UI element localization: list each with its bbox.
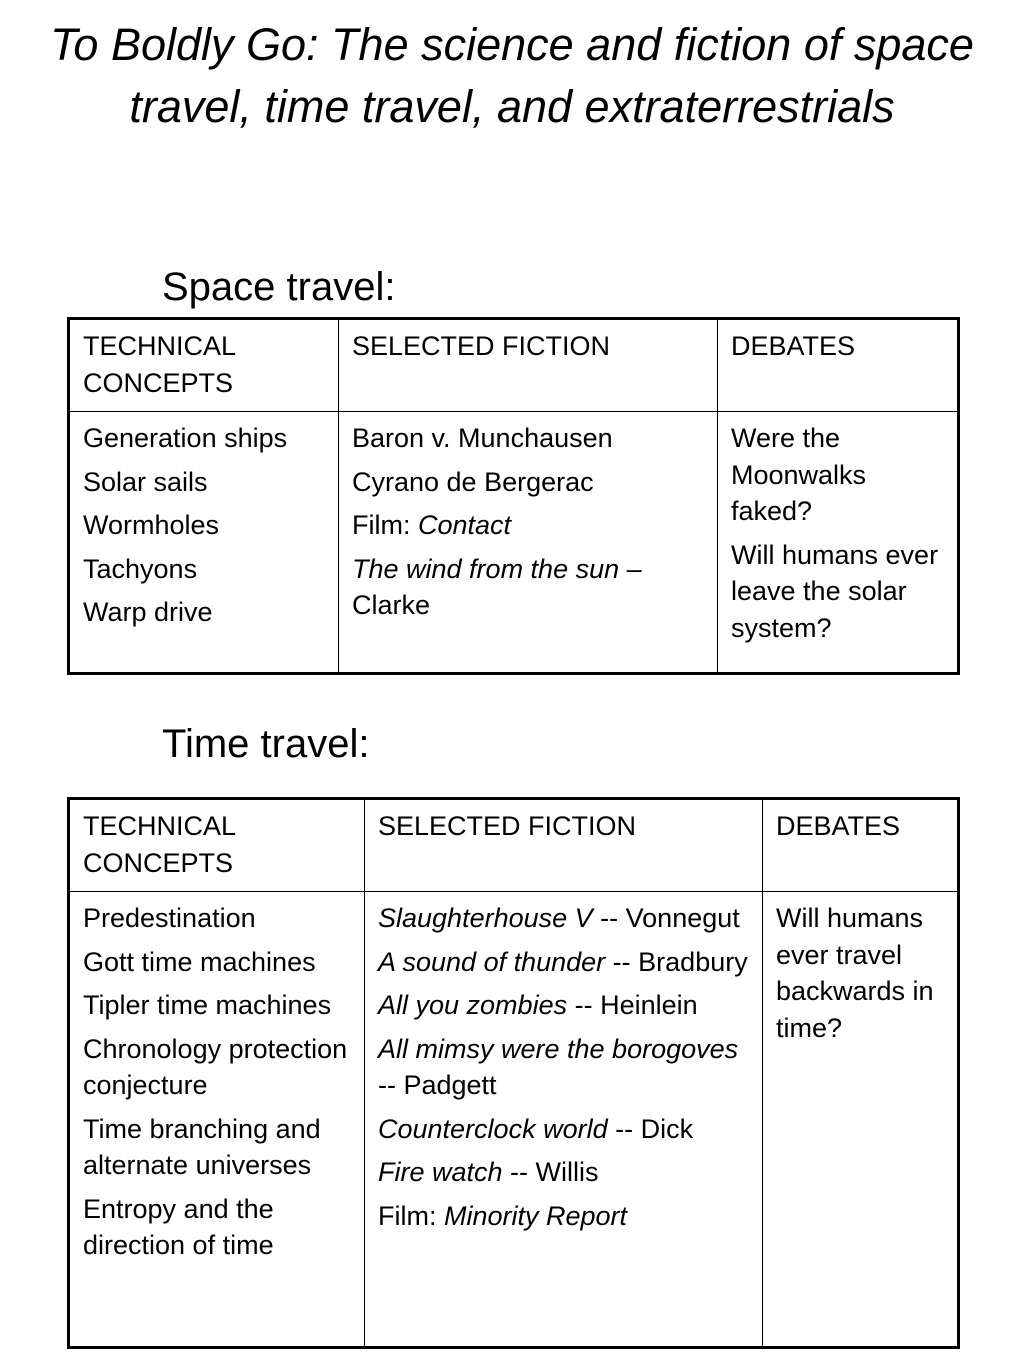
list-item: Gott time machines — [83, 946, 316, 977]
space-travel-table — [67, 317, 960, 675]
header-selected-fiction: SELECTED FICTION — [339, 319, 718, 412]
table-row — [69, 892, 959, 1348]
table-header-row — [69, 319, 959, 412]
space-debates-cell — [718, 412, 959, 674]
fiction-item: Counterclock world -- Dick — [378, 1113, 694, 1144]
time-travel-heading: Time travel: — [162, 722, 370, 766]
list-item: Generation ships — [83, 423, 288, 453]
fiction-item: All mimsy were the borogoves -- Padgett — [378, 1033, 739, 1100]
fiction-item: Film: Minority Report — [378, 1200, 628, 1231]
list-item: Time branching and alternate universes — [83, 1113, 321, 1180]
header-selected-fiction: SELECTED FICTION — [365, 799, 763, 892]
list-item: Tachyons — [83, 553, 198, 584]
space-concepts-cell — [69, 412, 339, 674]
list-item: Entropy and the direction of time — [83, 1193, 274, 1260]
list-item: Will humans ever leave the solar system? — [731, 539, 939, 643]
list-item: Solar sails — [83, 466, 208, 497]
list-item: Warp drive — [83, 597, 213, 627]
list-item: Chronology protection conjecture — [83, 1033, 348, 1100]
time-travel-table — [67, 797, 960, 1349]
fiction-item: All you zombies -- Heinlein — [378, 990, 698, 1020]
fiction-item: Cyrano de Bergerac — [352, 466, 594, 497]
table-row — [69, 412, 959, 674]
fiction-item: Baron v. Munchausen — [352, 423, 613, 453]
list-item: Wormholes — [83, 510, 220, 540]
header-debates: DEBATES — [763, 799, 959, 892]
header-technical-concepts: TECHNICAL CONCEPTS — [69, 799, 365, 892]
fiction-item: Film: Contact — [352, 510, 512, 540]
fiction-item: Fire watch -- Willis — [378, 1157, 599, 1187]
list-item: Predestination — [83, 903, 256, 933]
list-item: Were the Moonwalks faked? — [731, 423, 867, 526]
fiction-item: The wind from the sun – Clarke — [352, 553, 642, 620]
time-debates-cell — [763, 892, 959, 1348]
fiction-item: A sound of thunder -- Bradbury — [378, 946, 748, 977]
space-fiction-cell — [339, 412, 718, 674]
table-header-row — [69, 799, 959, 892]
list-item: Will humans ever travel backwards in time? — [776, 903, 934, 1043]
page-title: To Boldly Go: The science and fiction of space travel, time travel, and extraterrestrials — [50, 19, 974, 132]
header-technical-concepts: TECHNICAL CONCEPTS — [69, 319, 339, 412]
space-travel-heading: Space travel: — [162, 265, 396, 309]
list-item: Tipler time machines — [83, 990, 332, 1020]
header-debates: DEBATES — [718, 319, 959, 412]
fiction-item: Slaughterhouse V -- Vonnegut — [378, 903, 740, 933]
time-concepts-cell — [69, 892, 365, 1348]
time-fiction-cell — [365, 892, 763, 1348]
